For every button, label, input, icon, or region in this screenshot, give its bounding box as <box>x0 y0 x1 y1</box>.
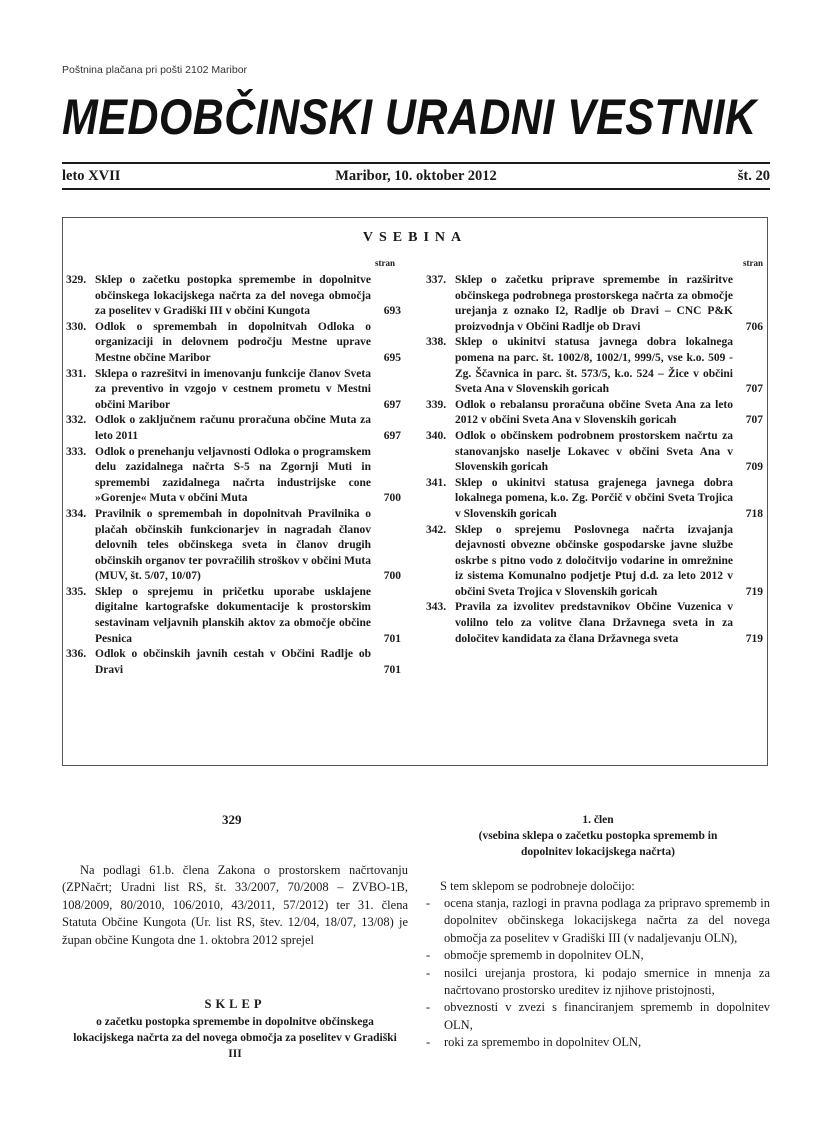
toc-left-column <box>66 273 401 678</box>
toc-entry <box>426 600 763 647</box>
toc-entry-page: 700 <box>383 492 401 505</box>
toc-entry-number: 336. <box>66 648 87 661</box>
toc-entry-title: Pravila za izvolitev predstavnikov Občine Vuzenica v volilno telo za volitve člana Državnega sveta in za določitev kandidata za člana Državnega sveta <box>455 601 733 645</box>
dash-bullet-icon: - <box>426 1000 431 1015</box>
list-item-text: obveznosti v zvezi s financiranjem sprememb in dopolnitev OLN, <box>444 1000 770 1032</box>
toc-entry <box>66 367 401 414</box>
masthead <box>62 84 770 150</box>
toc-entry <box>66 585 401 647</box>
toc-entry-page: 697 <box>383 398 401 411</box>
toc-entry <box>426 429 763 476</box>
toc-entry-number: 331. <box>66 367 87 380</box>
postal-note: Poštnina plačana pri pošti 2102 Maribor <box>62 64 248 76</box>
toc-entry-title: Odlok o občinskih javnih cestah v Občini Radlje ob Dravi <box>95 648 371 676</box>
toc-entry-number: 338. <box>426 336 447 349</box>
toc-entry-page: 700 <box>383 570 401 583</box>
toc-entry-title: Odlok o spremembah in dopolnitvah Odloka o organizaciji in delovnem področju Mestne uprave Mestne občine Maribor <box>95 320 371 364</box>
toc-entry-title: Sklep o začetku priprave spremembe in razširitve občinskega podrobnega prostorskega načrta za območje urejanja z oznako I2, Radlje ob Dravi – CNC P&K proizvodnja v Občini Radlje ob Dravi <box>455 274 733 333</box>
toc-entry-title: Sklep o sprejemu in pričetku uporabe usklajene digitalne kartografske dokumentacije k prostorskim sestavinam veljavnih planskih aktov za območje občine Pesnica <box>95 585 371 645</box>
list-item <box>426 895 770 947</box>
toc-entry-page: 707 <box>745 383 763 396</box>
toc-entry-number: 330. <box>66 320 87 333</box>
list-item <box>426 1034 770 1051</box>
toc-entry-page: 695 <box>383 351 401 364</box>
list-item-text: območje sprememb in dopolnitev OLN, <box>444 948 644 963</box>
clen-title: 1. člen <box>582 814 614 826</box>
list-item <box>426 965 770 1000</box>
toc-entry-title: Odlok o prenehanju veljavnosti Odloka o programskem delu zazidalnega načrta S-5 na Zgornji Muti in spremembi zazidalnega načrta industrijske cone »Gorenje« Muta v občini Muta <box>95 445 371 505</box>
toc-entry <box>66 647 401 678</box>
toc-entry-title: Sklep o začetku postopka spremembe in dopolnitve občinskega lokacijskega načrta za del novega območja za poselitev v Gradiški III v občini Kungota <box>95 274 371 318</box>
toc-entry-title: Sklepa o razrešitvi in imenovanju funkcije članov Sveta za preventivo in vzgojo v cestnem prometu v Mestni občini Maribor <box>95 367 371 411</box>
list-item <box>426 999 770 1034</box>
toc-entry-page: 701 <box>383 663 401 676</box>
year-label: leto XVII <box>62 168 121 184</box>
toc-entry-title: Pravilnik o spremembah in dopolnitvah Pravilnika o plačah občinskih funkcionarjev in nagradah članov delovnih teles občinskega sveta in članov drugih občinskih organov ter povračilih stroškov v občini Muta (MUV, št. 5/07, 10/07) <box>95 507 371 583</box>
list-item-text: ocena stanja, razlogi in pravna podlaga za pripravo sprememb in dopolnitev občinskega lokacijskega načrta za del novega območja za poselitev v Gradiški III (v nadaljevanju OLN), <box>444 896 770 945</box>
toc-entry-title: Odlok o občinskem podrobnem prostorskem načrtu za stanovanjsko naselje Lokavec v občini Sveta Ana v Slovenskih goricah <box>455 429 733 474</box>
toc-entry-number: 339. <box>426 398 447 411</box>
toc-right-column <box>426 273 763 647</box>
clen-subtitle: (vsebina sklepa o začetku postopka sprememb in dopolnitev lokacijskega načrta) <box>478 830 718 858</box>
toc-page-label-right: stran <box>743 258 763 268</box>
toc-entry-page: 719 <box>745 585 763 598</box>
toc-entry-number: 335. <box>66 585 87 598</box>
clen-bullet-list <box>426 895 770 1052</box>
toc-entry-number: 342. <box>426 523 447 536</box>
toc-entry-title: Odlok o rebalansu proračuna občine Sveta Ana za leto 2012 v občini Sveta Ana v Slovenskih goricah <box>455 398 733 427</box>
toc-title: VSEBINA <box>362 230 468 245</box>
header-rule-top <box>62 162 770 164</box>
clen-intro: S tem sklepom se podrobneje določijo: <box>440 879 635 893</box>
toc-page-label-left: stran <box>375 258 395 268</box>
toc-entry <box>426 398 763 429</box>
toc-entry-number: 340. <box>426 429 447 442</box>
toc-entry-number: 343. <box>426 601 447 614</box>
toc-entry-page: 701 <box>383 632 401 645</box>
toc-entry-number: 337. <box>426 274 447 286</box>
toc-entry-title: Sklep o sprejemu Poslovnega načrta izvajanja dejavnosti obvezne občinske gospodarske javne službe oskrbe s pitno vodo z določitvijo vodarine in omrežnine iz sistema Komunalno podjetje Ptuj d.d. za leto 2012 v občini Sveta Trojica v Slovenskih goricah <box>455 523 733 598</box>
toc-entry <box>426 335 763 397</box>
table-of-contents <box>62 217 768 766</box>
toc-entry-number: 341. <box>426 476 447 489</box>
toc-entry-page: 709 <box>745 461 763 474</box>
toc-entry <box>66 507 401 585</box>
header-rule-bottom <box>62 188 770 190</box>
article-subheading: o začetku postopka spremembe in dopolnitve občinskega lokacijskega načrta za del novega območja za poselitev v Gradiški III <box>73 1016 397 1060</box>
toc-entry-title: Sklep o ukinitvi statusa grajenega javnega dobra lokalnega pomena, k.o. Zg. Porčič v občini Sveta Trojica v Slovenskih goricah <box>455 476 733 520</box>
toc-entry-number: 334. <box>66 507 87 520</box>
toc-entry-number: 333. <box>66 445 87 458</box>
article-heading: SKLEP <box>204 997 266 1011</box>
toc-entry-page: 697 <box>383 429 401 442</box>
toc-entry-title: Odlok o zaključnem računu proračuna občine Muta za leto 2011 <box>95 414 371 442</box>
list-item-text: roki za spremembo in dopolnitev OLN, <box>444 1035 642 1050</box>
toc-entry <box>66 445 401 507</box>
toc-entry <box>66 320 401 367</box>
toc-entry-page: 719 <box>745 632 763 645</box>
place-date: Maribor, 10. oktober 2012 <box>335 168 497 184</box>
article-number: 329 <box>222 812 242 827</box>
dash-bullet-icon: - <box>426 896 431 910</box>
toc-entry <box>426 523 763 601</box>
toc-entry <box>66 413 401 444</box>
toc-entry-page: 718 <box>745 507 763 520</box>
dash-bullet-icon: - <box>426 1035 431 1050</box>
toc-entry-page: 706 <box>745 320 763 333</box>
toc-entry-title: Sklep o ukinitvi statusa javnega dobra lokalnega pomena na parc. št. 1002/8, 1002/1, 999/5, vse k.o. 509 - Zg. Ščavnica in parc. št. 573/5, k.o. 524 – Žice v občini Sveta Ana v Slovenskih goricah <box>455 336 733 396</box>
list-item <box>426 947 770 964</box>
clen-heading <box>426 812 770 860</box>
issue-number: št. 20 <box>737 168 770 184</box>
list-item-text: nosilci urejanja prostora, ki podajo smernice in mnenja za načrtovano prostorsko ureditev iz njihove pristojnosti, <box>444 965 770 998</box>
toc-entry-number: 329. <box>66 274 87 286</box>
masthead-title: MEDOBČINSKI URADNI VESTNIK <box>62 89 757 145</box>
toc-entry <box>426 476 763 523</box>
toc-entry <box>426 273 763 335</box>
toc-entry-page: 693 <box>383 305 401 318</box>
article-intro: Na podlagi 61.b. člena Zakona o prostorskem načrtovanju (ZPNačrt; Uradni list RS, št. 33/2007, 70/2008 – ZVBO-1B, 108/2009, 80/2010, 106/2010, 43/2011, 57/2012) ter 31. člena Statuta Občine Kungota (Ur. list RS, štev. 12/04, 18/07, 13/08) je župan občine Kungota dne 1. oktobra 2012 sprejel <box>62 863 408 947</box>
toc-entry <box>66 273 401 320</box>
dash-bullet-icon: - <box>426 948 431 963</box>
dash-bullet-icon: - <box>426 965 431 980</box>
toc-entry-number: 332. <box>66 414 87 427</box>
toc-entry-page: 707 <box>745 414 763 427</box>
